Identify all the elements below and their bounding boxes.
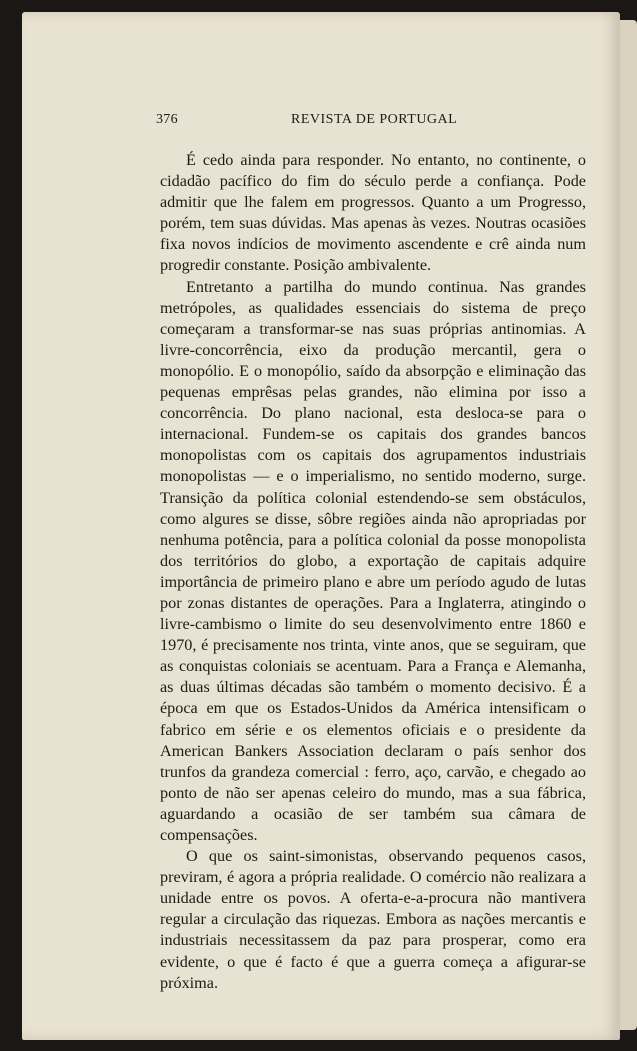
paragraph-2: Entretanto a partilha do mundo continua. Nas grandes metrópoles, as qualidades essenciais do sistema de preço começaram a transformar-se nas suas próprias antinomias. A livre-concorrência, eixo da produção mercantil, gera o monopólio. E o monopólio, saído da absorpção e eliminação das pequenas emprêsas pelas grandes, não elimina por isso a concorrência. Do plano nacional, esta desloca-se para o internacional. Fundem-se os capitais dos grandes bancos monopolistas com os capitais dos agrupamentos industriais monopolistas — e o imperialismo, no sentido moderno, surge. Transição da política colonial estendendo-se sem obstáculos, como algures se disse, sôbre regiões ainda não apropriadas por nenhuma potência, para a política colonial da posse monopolista dos territórios do globo, a exportação de capitais adquire importância de primeiro plano e abre um período agudo de lutas por zonas distantes de operações. Para a Inglaterra, atingindo o livre-cambismo o limite do seu desenvolvimento entre 1860 e 1970, é precisamente nos trinta, vinte anos, que se seguiram, que as conquistas coloniais se acentuam. Para a França e Alemanha, as duas últimas décadas são também o momento decisivo. É a época em que os Estados-Unidos da América intensificam o fabrico em série e os elementos oficiais e o presidente da American Bankers Association declaram o país senhor dos trunfos da grandeza comercial : ferro, aço, carvão, e chegado ao ponto de não ser apenas celeiro do mundo, mas a sua fábrica, aguardando a ocasião de ser também sua câmara de compensações. (160, 277, 586, 844)
paragraph-3: O que os saint-simonistas, observando pequenos casos, previram, é agora a própria realidade. O comércio não realizara a unidade entre os povos. A oferta-e-a-procura não mantivera regular a circulação das riquezas. Embora as nações mercantis e industriais necessitassem da paz para prosperar, como era evidente, o que é facto é que a guerra começa a afigurar-se próxima. (160, 847, 586, 992)
running-head: REVISTA DE PORTUGAL (291, 112, 458, 127)
page-number: 376 (156, 112, 178, 127)
body-text (160, 150, 586, 994)
page-header (156, 112, 586, 132)
paragraph-1: É cedo ainda para responder. No entanto, no continente, o cidadão pacífico do fim do século perde a confiança. Pode admitir que lhe falem em progressos. Quanto a um Progresso, porém, tem suas dúvidas. Mas apenas às vezes. Noutras ocasiões fixa novos indícios de movimento ascendente e crê ainda num progredir constante. Posição ambivalente. (160, 151, 586, 275)
